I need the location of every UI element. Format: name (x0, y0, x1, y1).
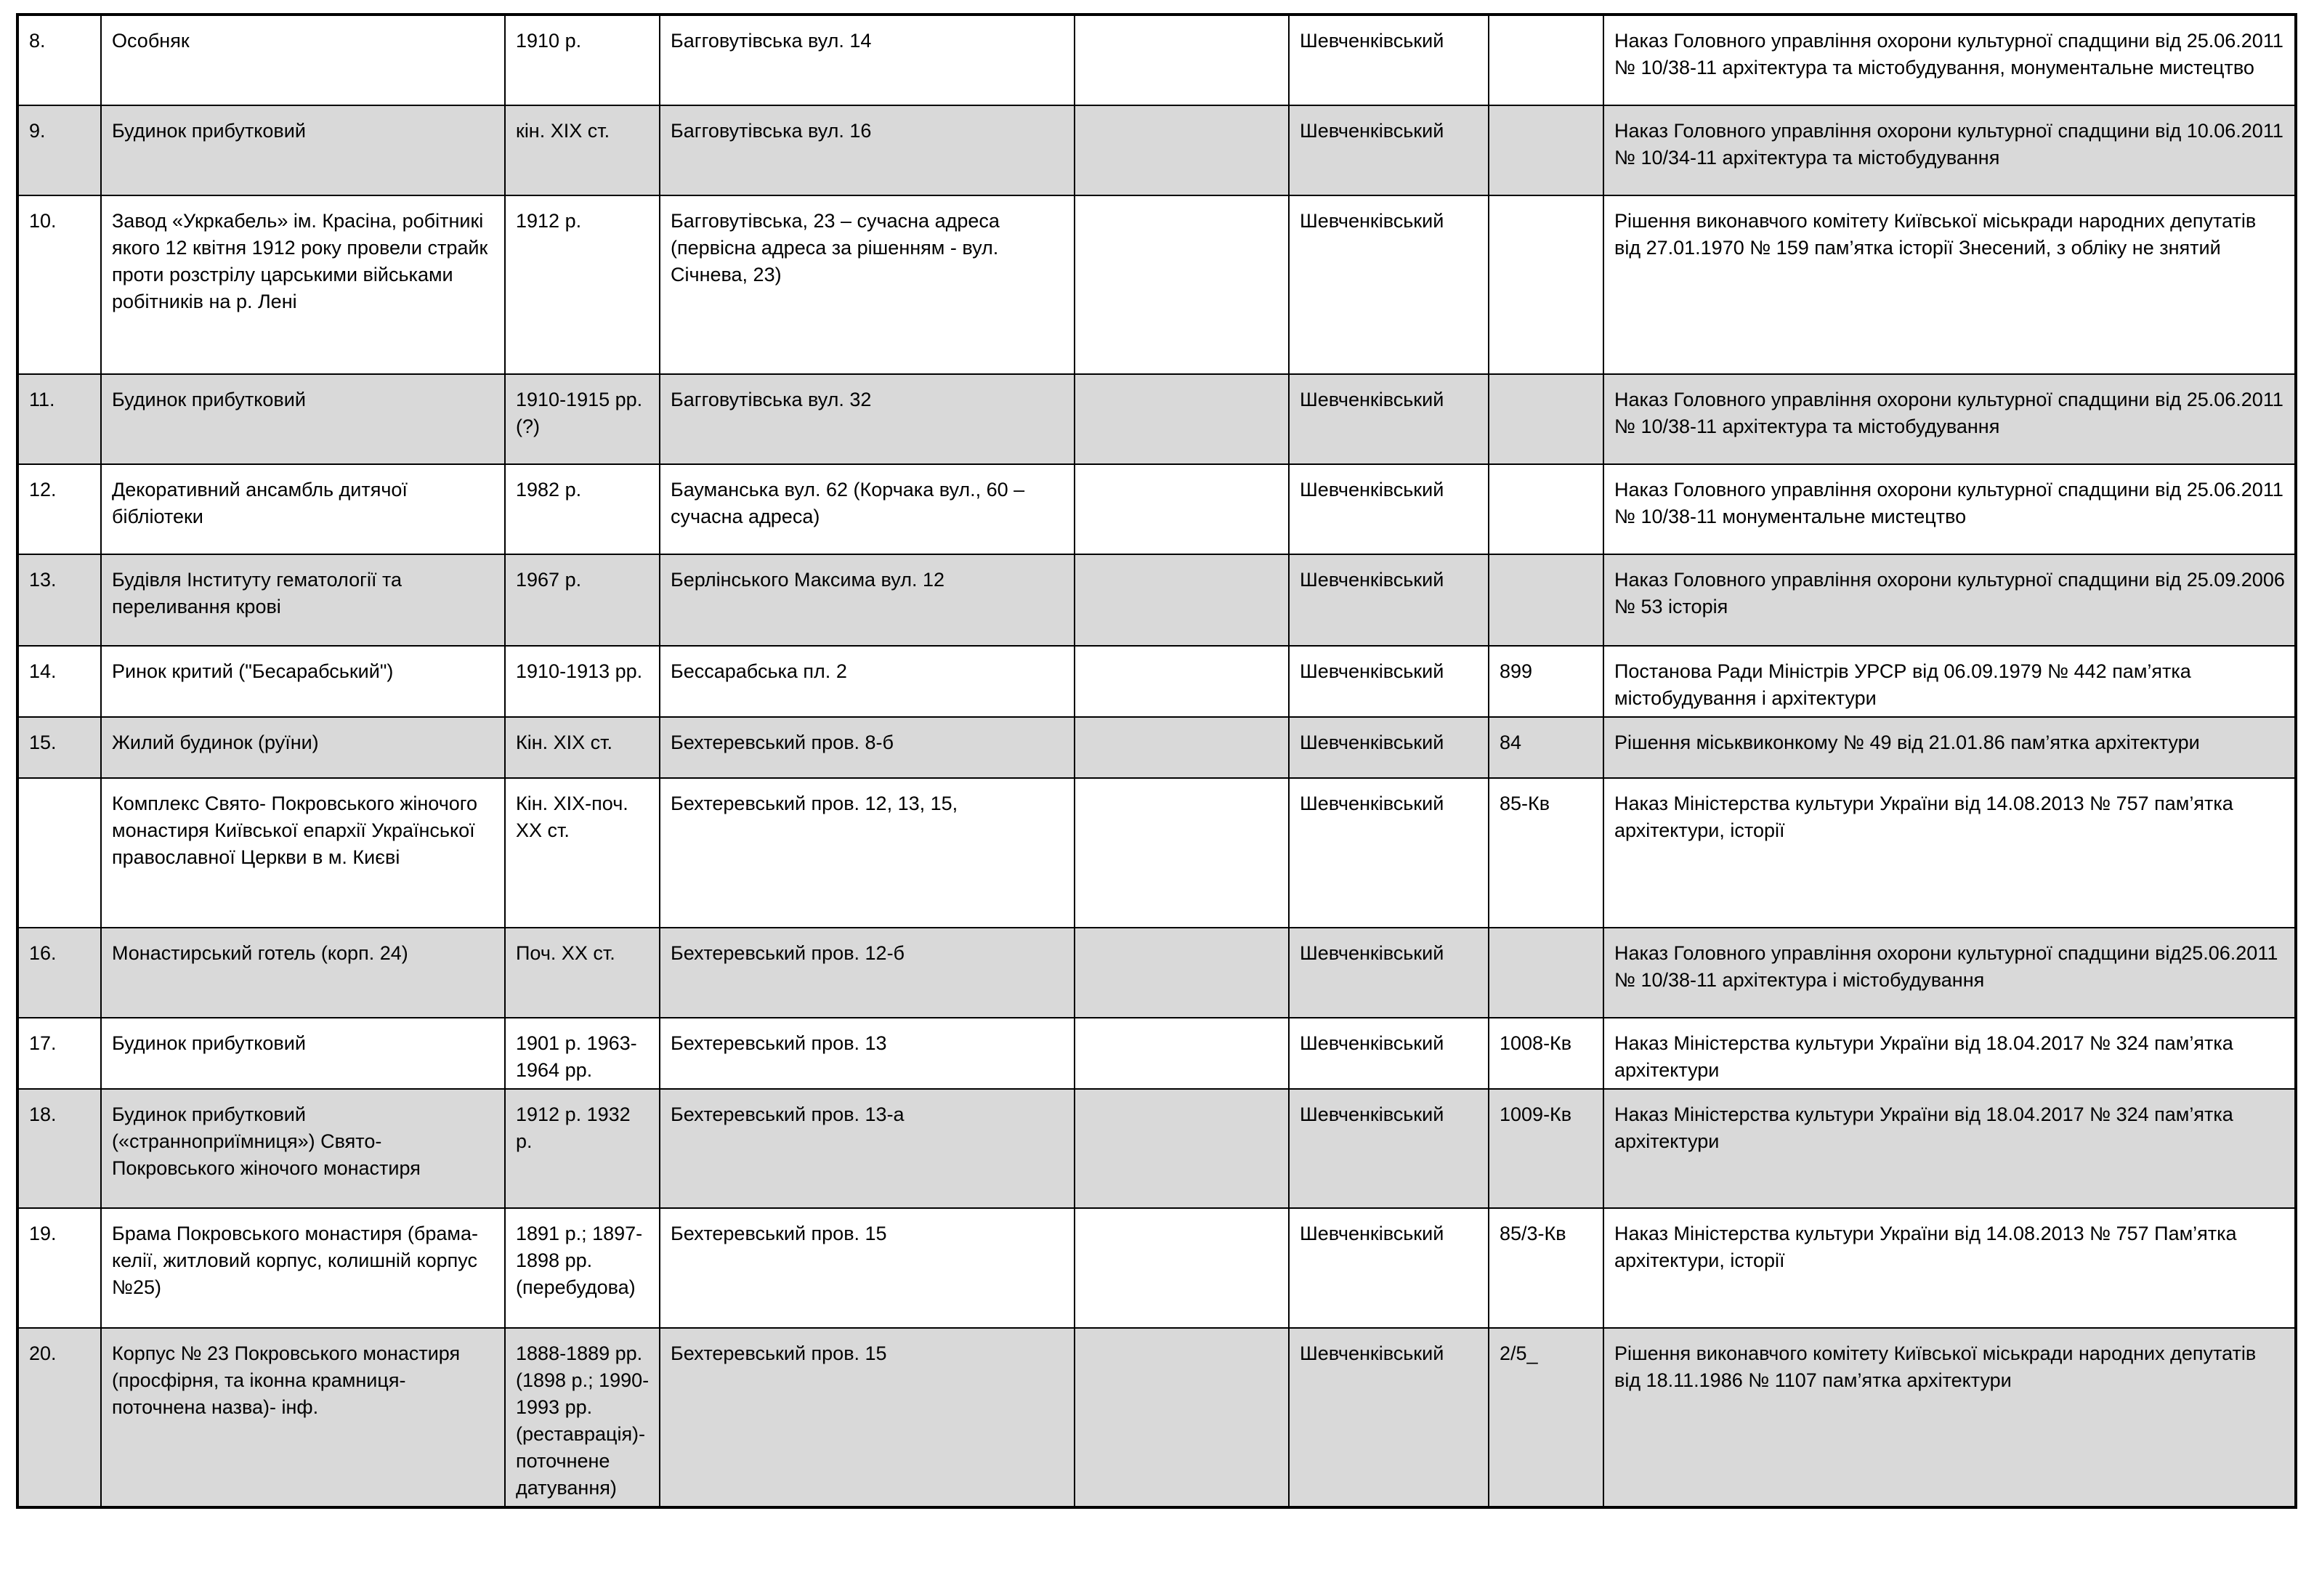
object-name-cell: Комплекс Свято- Покровського жіночого монастиря Київської епархії Української православної Церкви в м. Києві (101, 778, 505, 928)
table-row (17, 1018, 2296, 1089)
date-cell: 1912 р. 1932 р. (505, 1089, 660, 1208)
registry-number-cell (1489, 15, 1603, 105)
registry-number-cell (1489, 105, 1603, 195)
district-cell: Шевченківський (1289, 374, 1489, 464)
row-number-cell: 19. (17, 1208, 101, 1328)
district-cell: Шевченківський (1289, 15, 1489, 105)
empty-cell (1075, 778, 1289, 928)
empty-cell (1075, 1018, 1289, 1089)
date-cell: 1910-1915 рр.(?) (505, 374, 660, 464)
address-cell: Бехтеревський пров. 15 (660, 1328, 1075, 1507)
document-cell: Наказ Головного управління охорони культурної спадщини від 25.06.2011 № 10/38-11 архітектура та містобудування (1603, 374, 2296, 464)
address-cell: Бехтеревський пров. 12, 13, 15, (660, 778, 1075, 928)
object-name-cell: Особняк (101, 15, 505, 105)
address-cell: Бессарабська пл. 2 (660, 646, 1075, 717)
date-cell: 1891 р.; 1897-1898 рр.(перебудова) (505, 1208, 660, 1328)
table-row (17, 928, 2296, 1018)
registry-number-cell: 1008-Кв (1489, 1018, 1603, 1089)
document-cell: Рішення міськвиконкому № 49 від 21.01.86 пам’ятка архітектури (1603, 717, 2296, 778)
table-row (17, 1089, 2296, 1208)
empty-cell (1075, 105, 1289, 195)
district-cell: Шевченківський (1289, 464, 1489, 554)
row-number-cell: 12. (17, 464, 101, 554)
date-cell: Поч. ХХ ст. (505, 928, 660, 1018)
district-cell: Шевченківський (1289, 928, 1489, 1018)
date-cell: Кін. ХІХ ст. (505, 717, 660, 778)
address-cell: Берлінського Максима вул. 12 (660, 554, 1075, 646)
document-cell: Рішення виконавчого комітету Київської міськради народних депутатів від 27.01.1970 № 159 пам’ятка історії Знесений, з обліку не знятий (1603, 195, 2296, 374)
table-row (17, 778, 2296, 928)
row-number-cell: 16. (17, 928, 101, 1018)
registry-number-cell: 899 (1489, 646, 1603, 717)
address-cell: Бехтеревський пров. 12-б (660, 928, 1075, 1018)
registry-number-cell: 1009-Кв (1489, 1089, 1603, 1208)
object-name-cell: Монастирський готель (корп. 24) (101, 928, 505, 1018)
date-cell: 1910 р. (505, 15, 660, 105)
table-row (17, 1208, 2296, 1328)
address-cell: Бехтеревський пров. 8-б (660, 717, 1075, 778)
table-row (17, 374, 2296, 464)
empty-cell (1075, 15, 1289, 105)
address-cell: Бехтеревський пров. 15 (660, 1208, 1075, 1328)
empty-cell (1075, 646, 1289, 717)
date-cell: Кін. ХІХ-поч. ХХ ст. (505, 778, 660, 928)
object-name-cell: Будинок прибутковий (101, 1018, 505, 1089)
object-name-cell: Жилий будинок (руїни) (101, 717, 505, 778)
object-name-cell: Корпус № 23 Покровського монастиря (просфірня, та іконна крамниця-поточнена назва)- інф. (101, 1328, 505, 1507)
empty-cell (1075, 1328, 1289, 1507)
document-cell: Наказ Міністерства культури України від 18.04.2017 № 324 пам’ятка архітектури (1603, 1018, 2296, 1089)
date-cell: 1912 р. (505, 195, 660, 374)
address-cell: Багговутівська вул. 32 (660, 374, 1075, 464)
row-number-cell: 13. (17, 554, 101, 646)
row-number-cell: 18. (17, 1089, 101, 1208)
table-body (17, 15, 2296, 1507)
table-row (17, 1328, 2296, 1507)
object-name-cell: Декоративний ансамбль дитячої бібліотеки (101, 464, 505, 554)
object-name-cell: Ринок критий ("Бесарабський") (101, 646, 505, 717)
document-cell: Рішення виконавчого комітету Київської міськради народних депутатів від 18.11.1986 № 1107 пам’ятка архітектури (1603, 1328, 2296, 1507)
table-row (17, 195, 2296, 374)
empty-cell (1075, 1089, 1289, 1208)
row-number-cell: 10. (17, 195, 101, 374)
object-name-cell: Будинок прибутковий («странноприїмниця») Свято-Покровського жіночого монастиря (101, 1089, 505, 1208)
district-cell: Шевченківський (1289, 1328, 1489, 1507)
district-cell: Шевченківський (1289, 1018, 1489, 1089)
document-cell: Наказ Міністерства культури України від 14.08.2013 № 757 Пам’ятка архітектури, історії (1603, 1208, 2296, 1328)
address-cell: Багговутівська вул. 14 (660, 15, 1075, 105)
district-cell: Шевченківський (1289, 195, 1489, 374)
row-number-cell (17, 778, 101, 928)
object-name-cell: Будівля Інституту гематології та переливання крові (101, 554, 505, 646)
document-cell: Наказ Головного управління охорони культурної спадщини від 25.06.2011 № 10/38-11 архітектура та містобудування, монументальне мистецтво (1603, 15, 2296, 105)
registry-number-cell: 85/3-Кв (1489, 1208, 1603, 1328)
object-name-cell: Брама Покровського монастиря (брама-келії, житловий корпус, колишній корпус №25) (101, 1208, 505, 1328)
registry-number-cell (1489, 195, 1603, 374)
table-row (17, 646, 2296, 717)
date-cell: 1967 р. (505, 554, 660, 646)
row-number-cell: 14. (17, 646, 101, 717)
address-cell: Бехтеревський пров. 13-а (660, 1089, 1075, 1208)
empty-cell (1075, 928, 1289, 1018)
date-cell: 1901 р. 1963-1964 рр. (505, 1018, 660, 1089)
empty-cell (1075, 1208, 1289, 1328)
district-cell: Шевченківський (1289, 1208, 1489, 1328)
district-cell: Шевченківський (1289, 554, 1489, 646)
date-cell: кін. ХІХ ст. (505, 105, 660, 195)
registry-number-cell (1489, 554, 1603, 646)
empty-cell (1075, 554, 1289, 646)
date-cell: 1910-1913 рр. (505, 646, 660, 717)
document-cell: Наказ Головного управління охорони культурної спадщини від 25.09.2006 № 53 історія (1603, 554, 2296, 646)
object-name-cell: Завод «Укркабель» ім. Красіна, робітникі якого 12 квітня 1912 року провели страйк проти розстрілу царськими військами робітників на р. Лені (101, 195, 505, 374)
heritage-registry-table (16, 13, 2297, 1509)
registry-number-cell (1489, 374, 1603, 464)
row-number-cell: 20. (17, 1328, 101, 1507)
date-cell: 1888-1889 рр. (1898 р.; 1990-1993 рр. (реставрація)- поточнене датування) (505, 1328, 660, 1507)
district-cell: Шевченківський (1289, 717, 1489, 778)
empty-cell (1075, 464, 1289, 554)
district-cell: Шевченківський (1289, 105, 1489, 195)
table-row (17, 717, 2296, 778)
object-name-cell: Будинок прибутковий (101, 374, 505, 464)
empty-cell (1075, 717, 1289, 778)
table-row (17, 464, 2296, 554)
document-cell: Наказ Міністерства культури України від 14.08.2013 № 757 пам’ятка архітектури, історії (1603, 778, 2296, 928)
address-cell: Бауманська вул. 62 (Корчака вул., 60 – сучасна адреса) (660, 464, 1075, 554)
registry-number-cell (1489, 928, 1603, 1018)
address-cell: Багговутівська, 23 – сучасна адреса (первісна адреса за рішенням - вул. Січнева, 23) (660, 195, 1075, 374)
date-cell: 1982 р. (505, 464, 660, 554)
empty-cell (1075, 374, 1289, 464)
row-number-cell: 8. (17, 15, 101, 105)
object-name-cell: Будинок прибутковий (101, 105, 505, 195)
row-number-cell: 15. (17, 717, 101, 778)
district-cell: Шевченківський (1289, 778, 1489, 928)
row-number-cell: 17. (17, 1018, 101, 1089)
district-cell: Шевченківський (1289, 646, 1489, 717)
row-number-cell: 9. (17, 105, 101, 195)
document-cell: Постанова Ради Міністрів УРСР від 06.09.1979 № 442 пам’ятка містобудування і архітектури (1603, 646, 2296, 717)
district-cell: Шевченківський (1289, 1089, 1489, 1208)
address-cell: Багговутівська вул. 16 (660, 105, 1075, 195)
row-number-cell: 11. (17, 374, 101, 464)
registry-number-cell (1489, 464, 1603, 554)
registry-number-cell: 84 (1489, 717, 1603, 778)
document-cell: Наказ Головного управління охорони культурної спадщини від25.06.2011 № 10/38-11 архітектура і містобудування (1603, 928, 2296, 1018)
table-row (17, 15, 2296, 105)
table-row (17, 554, 2296, 646)
document-cell: Наказ Головного управління охорони культурної спадщини від 10.06.2011 № 10/34-11 архітектура та містобудування (1603, 105, 2296, 195)
address-cell: Бехтеревський пров. 13 (660, 1018, 1075, 1089)
empty-cell (1075, 195, 1289, 374)
document-cell: Наказ Міністерства культури України від 18.04.2017 № 324 пам’ятка архітектури (1603, 1089, 2296, 1208)
registry-number-cell: 85-Кв (1489, 778, 1603, 928)
table-row (17, 105, 2296, 195)
document-cell: Наказ Головного управління охорони культурної спадщини від 25.06.2011 № 10/38-11 монументальне мистецтво (1603, 464, 2296, 554)
registry-number-cell: 2/5_ (1489, 1328, 1603, 1507)
